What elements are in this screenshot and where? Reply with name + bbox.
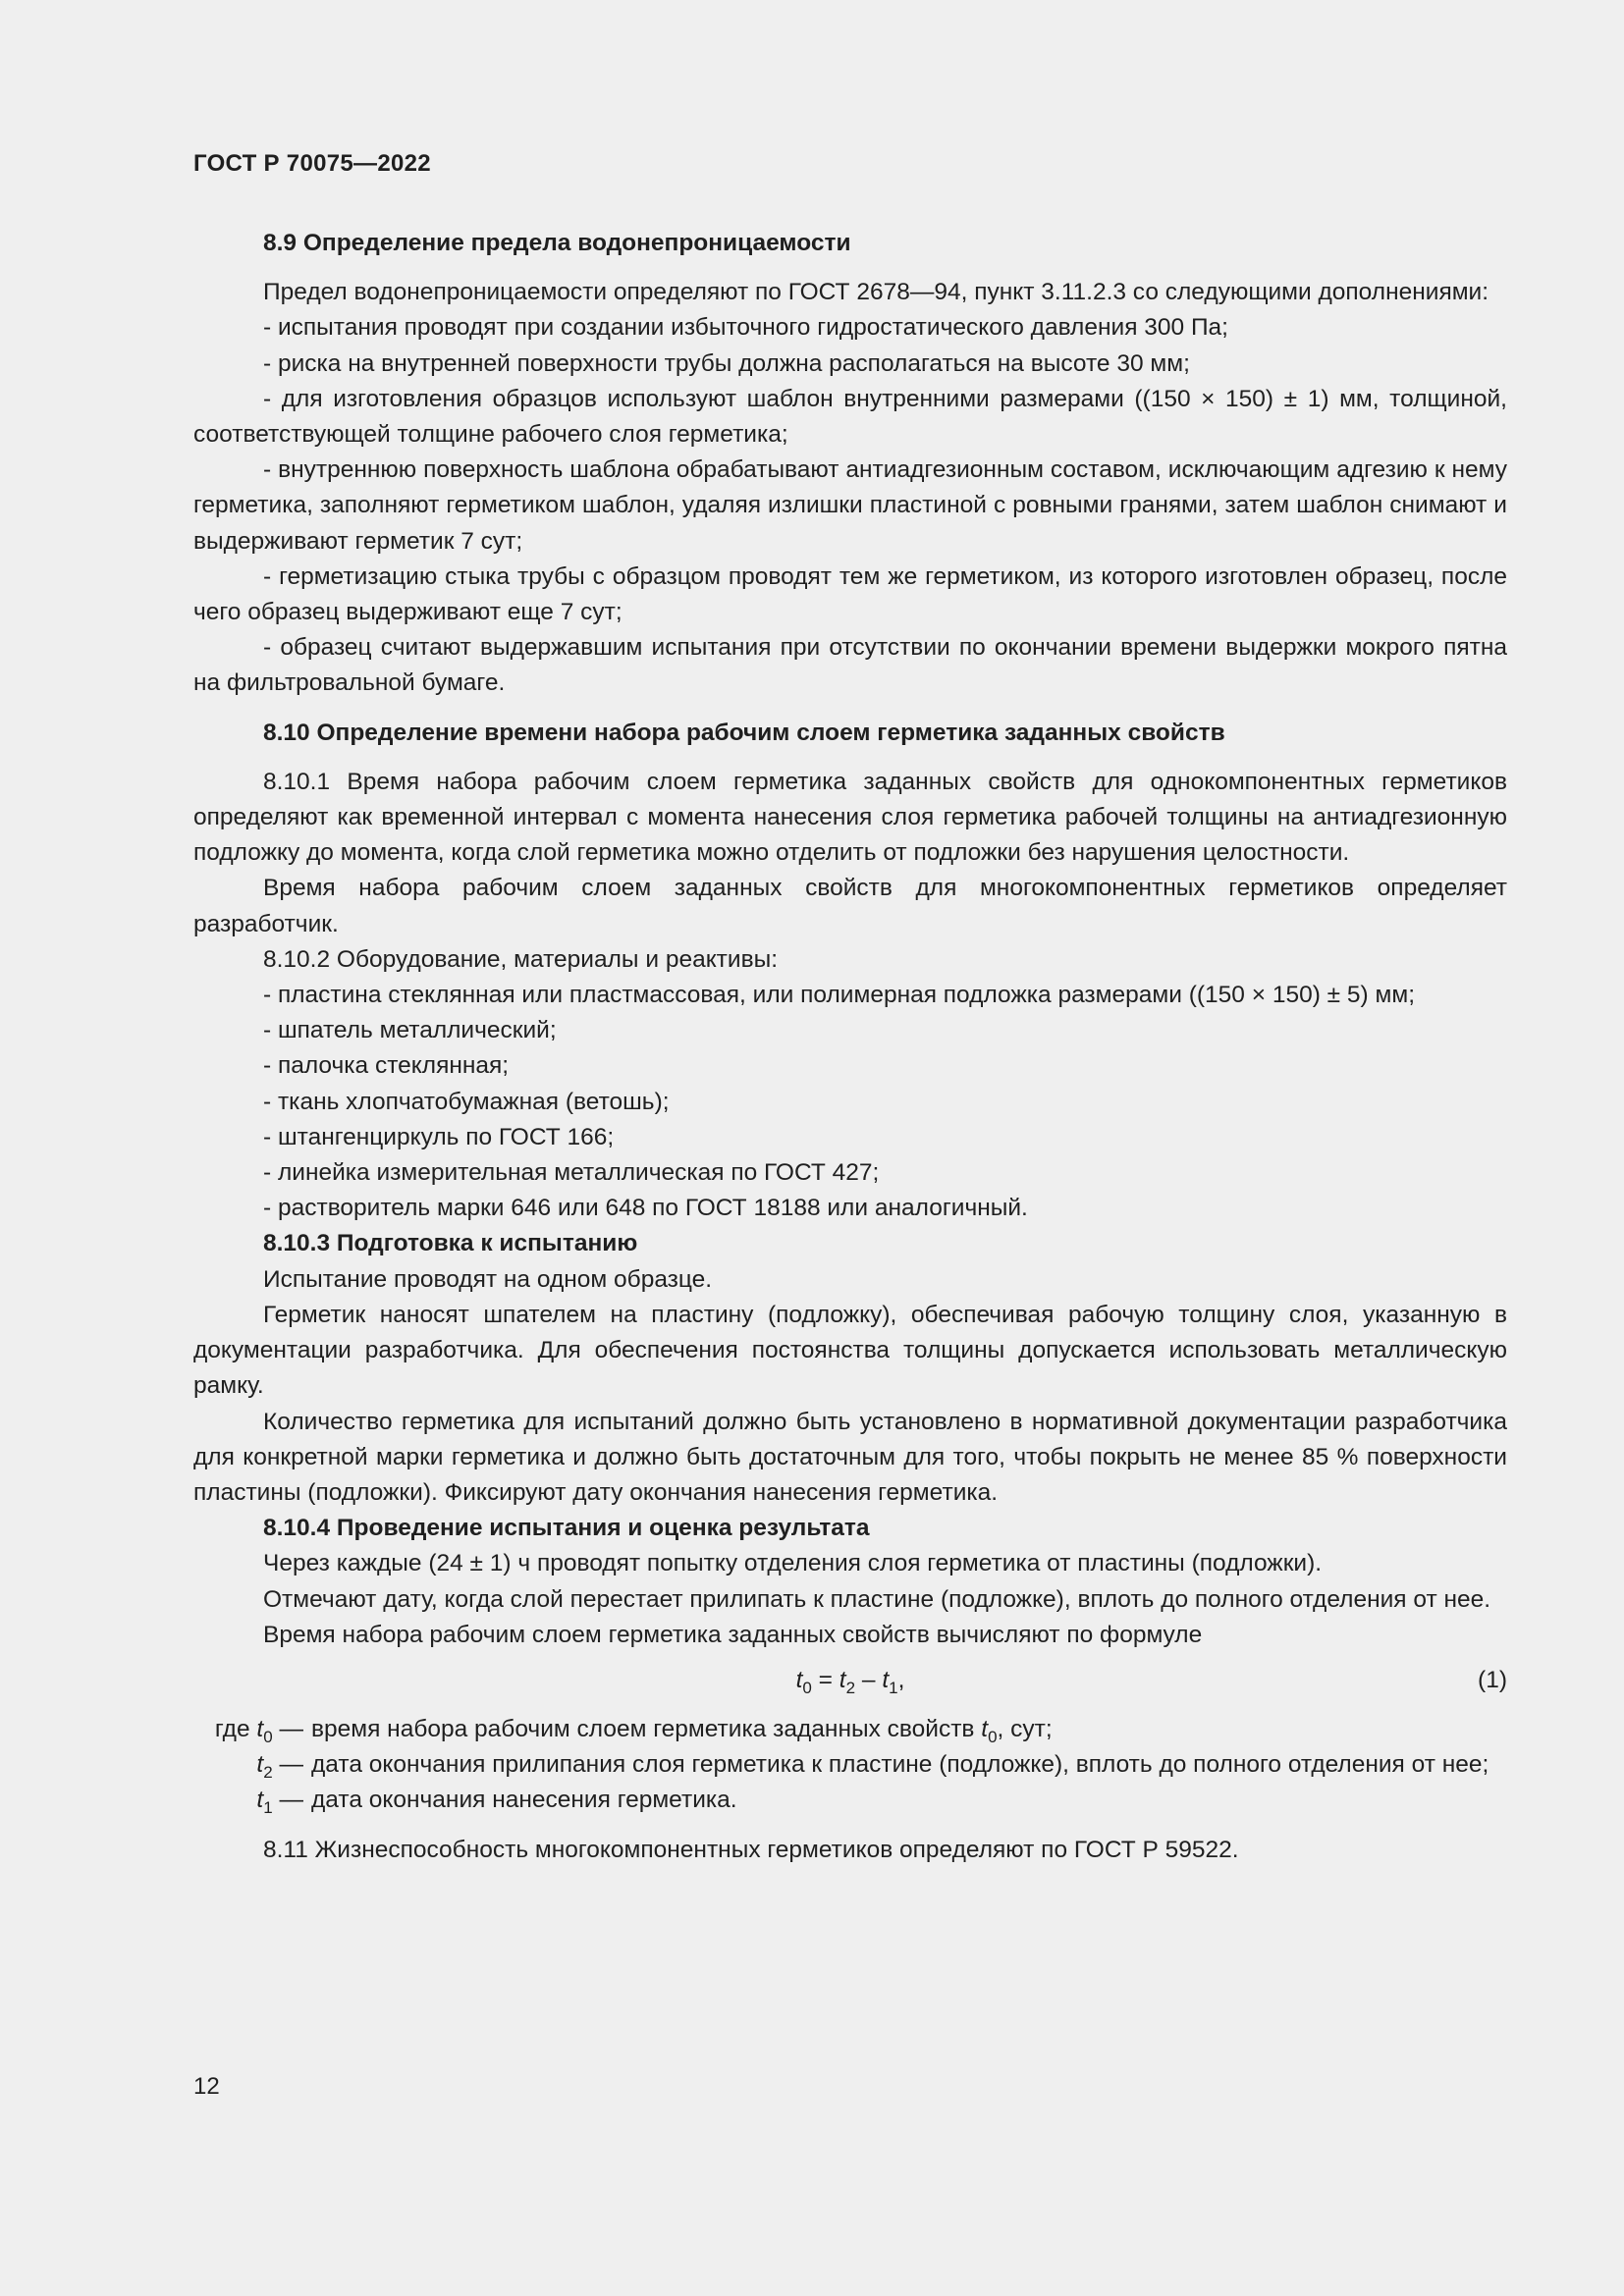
list-item: - растворитель марки 646 или 648 по ГОСТ 18188 или аналогичный.: [263, 1195, 1028, 1222]
legend-text-t2: дата окончания прилипания слоя герметика к пластине (подложке), вплоть до полного отделения от нее;: [311, 1751, 1489, 1779]
list-item: - испытания проводят при создании избыточного гидростатического давления 300 Па;: [263, 314, 1228, 342]
paragraph-8-11: 8.11 Жизнеспособность многокомпонентных герметиков определяют по ГОСТ Р 59522.: [263, 1836, 1239, 1863]
list-item: - штангенциркуль по ГОСТ 166;: [263, 1123, 615, 1150]
section-8-9-title: 8.9 Определение предела водонепроницаемости: [263, 230, 851, 256]
equipment-list: [193, 978, 1507, 1226]
section-8-10-title: 8.10 Определение времени набора рабочим слоем герметика заданных свойств: [263, 719, 1225, 746]
paragraph: Герметик наносят шпателем на пластину (подложку), обеспечивая рабочую толщину слоя, указанную в документации разработчика. Для обеспечения постоянства толщины допускается использовать металлическую рамку.: [193, 1301, 1507, 1400]
list-item: - образец считают выдержавшим испытания при отсутствии по окончании времени выдержки мокрого пятна на фильтровальной бумаге.: [193, 634, 1507, 697]
paragraph: Испытание проводят на одном образце.: [263, 1265, 713, 1293]
legend-text-t0: время набора рабочим слоем герметика заданных свойств $t_0$, сут;: [311, 1715, 1053, 1746]
document-header: ГОСТ Р 70075—2022: [193, 150, 431, 177]
formula-legend: [193, 1712, 1507, 1819]
list-item: - линейка измерительная металлическая по ГОСТ 427;: [263, 1159, 880, 1187]
subsection-8-10-3-title: 8.10.3 Подготовка к испытанию: [263, 1230, 638, 1257]
list-item: - герметизацию стыка трубы с образцом проводят тем же герметиком, из которого изготовлен образец, после чего образец выдерживают еще 7 сут;: [193, 562, 1507, 626]
page-number: 12: [193, 2073, 220, 2100]
legend-label-t0: где $t_0$ —: [214, 1715, 303, 1746]
paragraph: Отмечают дату, когда слой перестает прилипать к пластине (подложке), вплоть до полного отделения от нее.: [263, 1585, 1491, 1613]
paragraph: Время набора рабочим слоем заданных свойств для многокомпонентных герметиков определяет разработчик.: [193, 875, 1507, 937]
legend-label-t1: $t_1$ —: [256, 1787, 303, 1818]
paragraph-8-10-1: 8.10.1 Время набора рабочим слоем герметика заданных свойств для однокомпонентных герметиков определяют как временной интервал с момента нанесения слоя герметика рабочей толщины на антиадгезионную подложку до момента, когда слой герметика можно отделить от подложки без нарушения целостности.: [193, 768, 1507, 867]
paragraph-8-10-2: 8.10.2 Оборудование, материалы и реактивы:: [263, 945, 779, 973]
paragraph: Время набора рабочим слоем герметика заданных свойств вычисляют по формуле: [263, 1621, 1203, 1648]
section-8-9-list: [193, 310, 1507, 701]
list-item: - палочка стеклянная;: [263, 1052, 510, 1080]
paragraph: Количество герметика для испытаний должно быть установлено в нормативной документации разработчика для конкретной марки герметика и должно быть достаточным для того, чтобы покрыть не менее 85 % поверхности пластины (подложки). Фиксируют дату окончания нанесения герметика.: [193, 1408, 1507, 1506]
list-item: - риска на внутренней поверхности трубы должна располагаться на высоте 30 мм;: [263, 349, 1190, 377]
document-page: [193, 0, 1507, 2296]
legend-label-t2: $t_2$ —: [256, 1751, 303, 1783]
list-item: - ткань хлопчатобумажная (ветошь);: [263, 1088, 670, 1115]
legend-text-t1: дата окончания нанесения герметика.: [311, 1787, 737, 1814]
paragraph: Через каждые (24 ± 1) ч проводят попытку отделения слоя герметика от пластины (подложки).: [263, 1550, 1323, 1577]
list-item: - внутреннюю поверхность шаблона обрабатывают антиадгезионным составом, исключающим адгезию к нему герметика, заполняют герметиком шаблон, удаляя излишки пластиной с ровными гранями, затем шаблон снимают и выдерживают герметик 7 сут;: [193, 456, 1507, 555]
formula: $t_0 = t_2 - t_1$,: [795, 1666, 905, 1697]
formula-number: (1): [1478, 1666, 1507, 1693]
subsection-8-10-4-title: 8.10.4 Проведение испытания и оценка результата: [263, 1515, 870, 1542]
list-item: - пластина стеклянная или пластмассовая, или полимерная подложка размерами ((150 × 150) ± 5) мм;: [263, 982, 1416, 1009]
formula-row: [193, 1659, 1507, 1710]
list-item: - шпатель металлический;: [263, 1017, 557, 1044]
list-item: - для изготовления образцов используют шаблон внутренними размерами ((150 × 150) ± 1) мм, толщиной, соответствующей толщине рабочего слоя герметика;: [193, 385, 1507, 449]
document-body: [193, 226, 1507, 1868]
section-8-9-intro: Предел водонепроницаемости определяют по ГОСТ 2678—94, пункт 3.11.2.3 со следующими дополнениями:: [263, 279, 1489, 306]
